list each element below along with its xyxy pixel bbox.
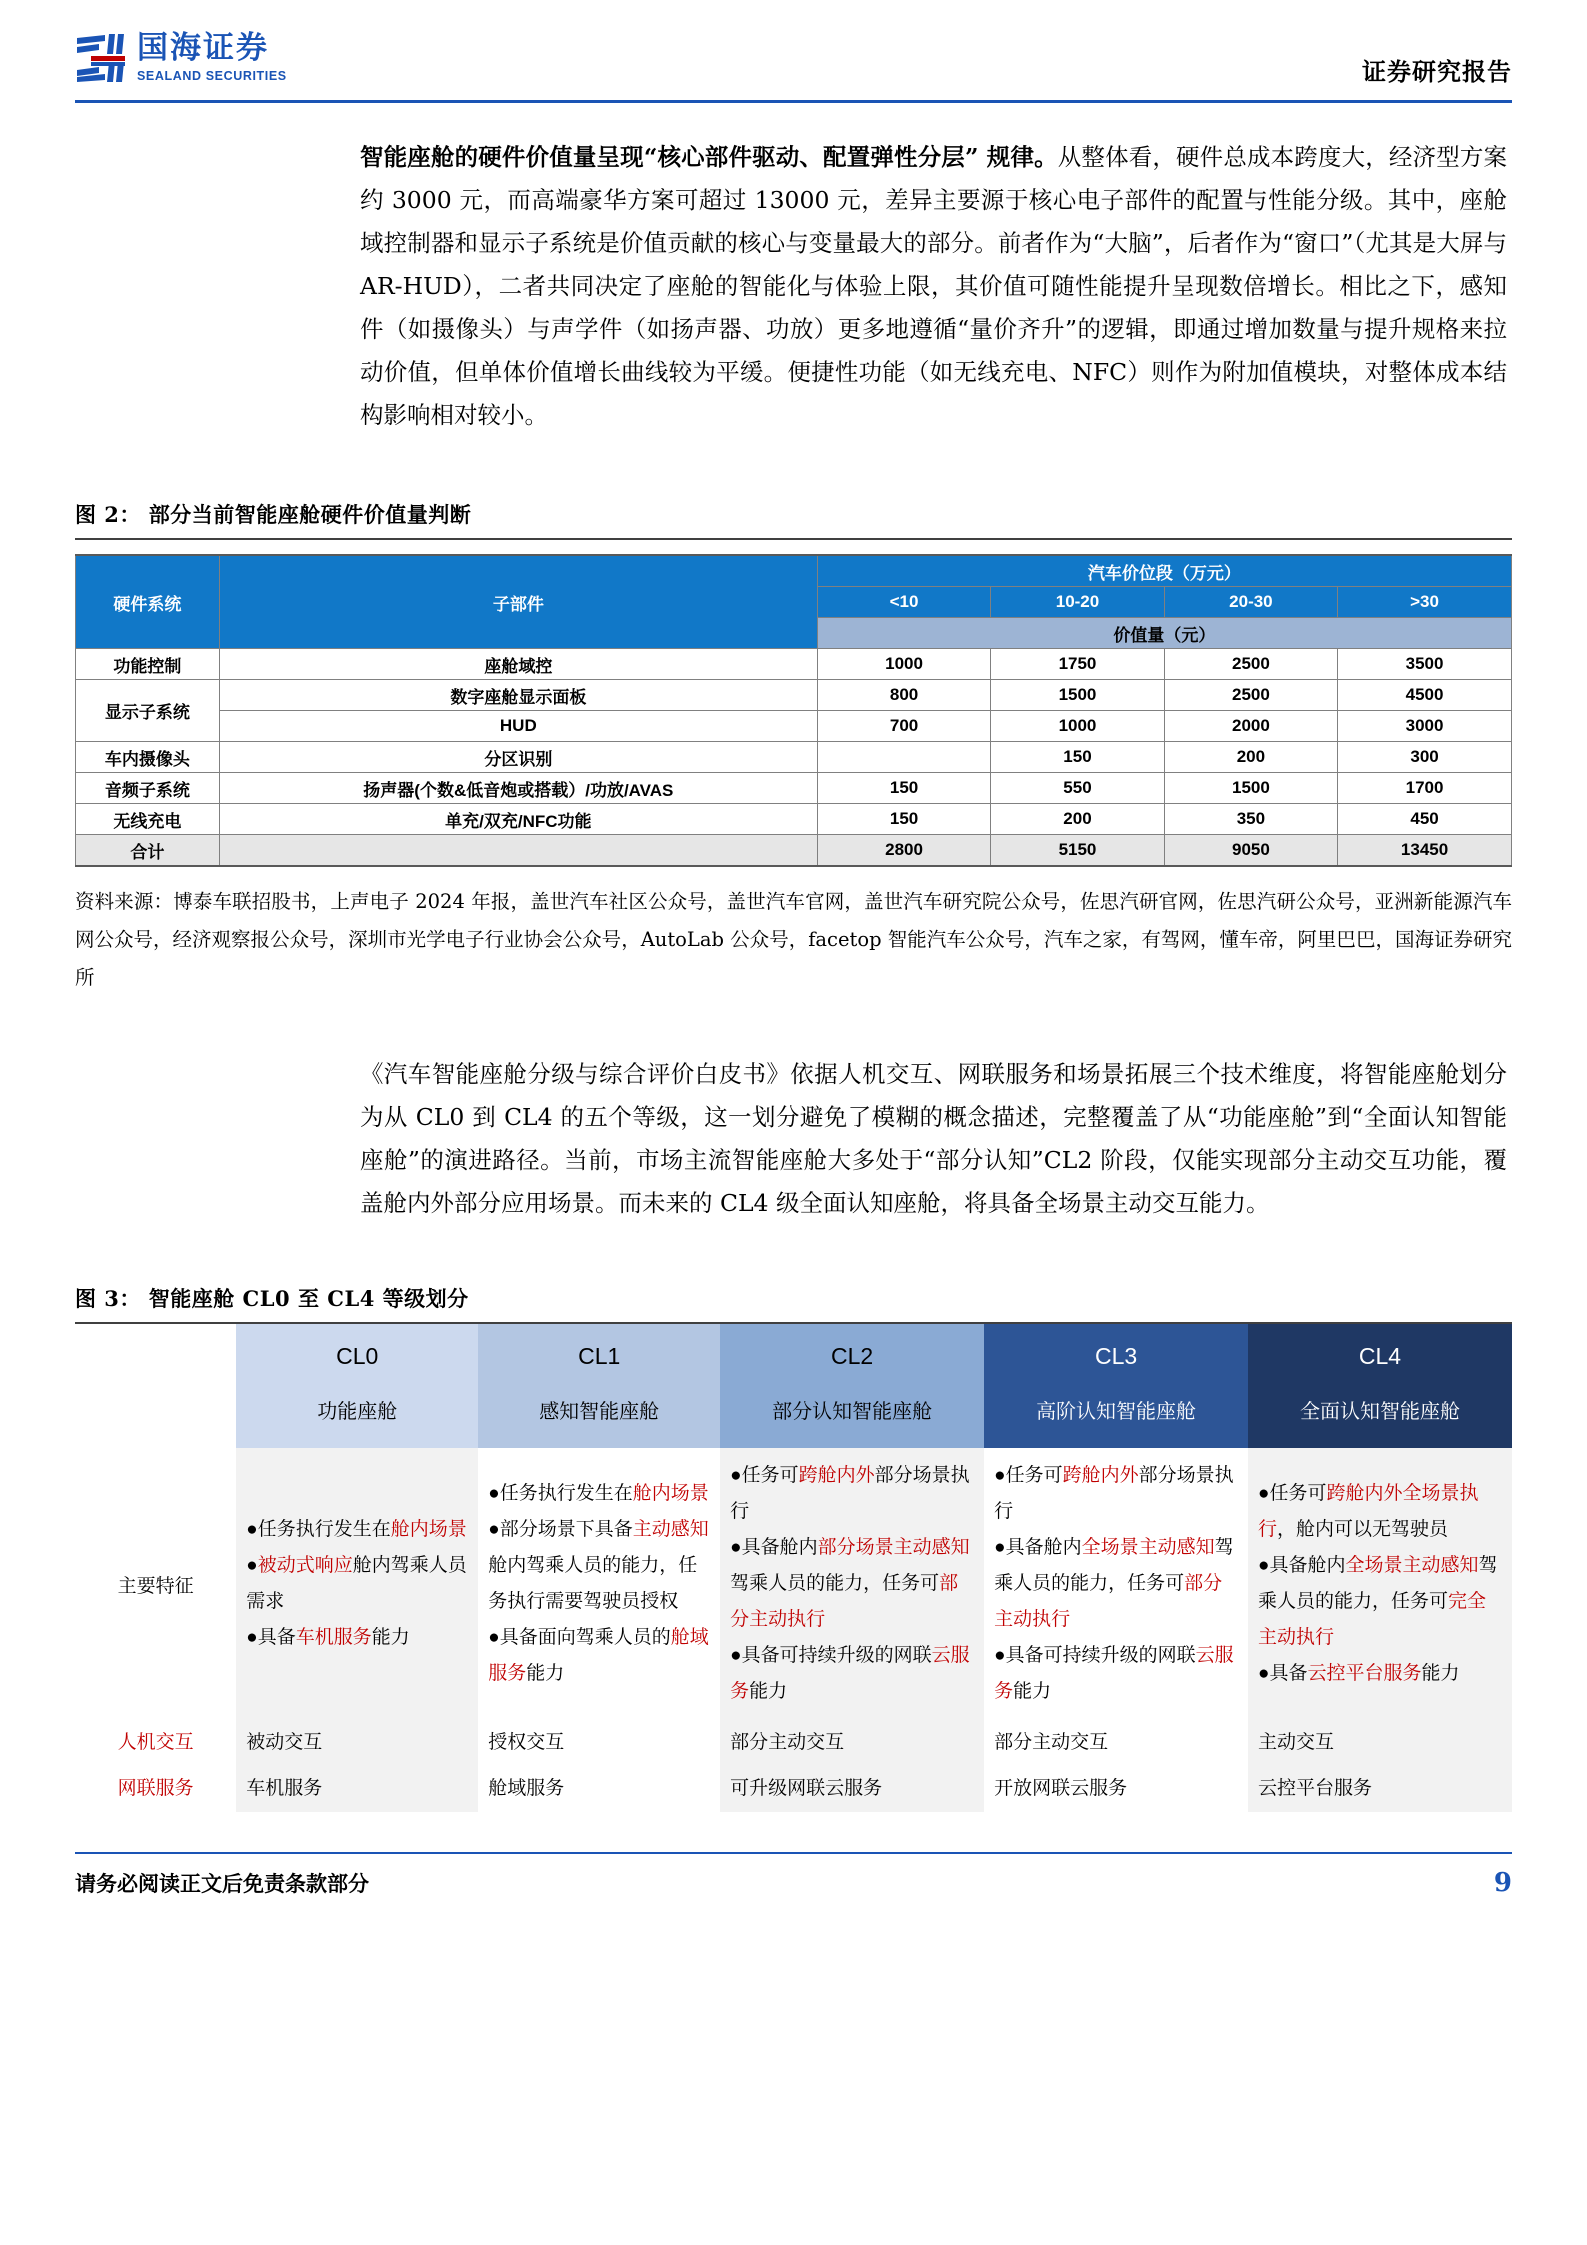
cell-subpart: 座舱域控 — [219, 649, 817, 680]
footer-divider — [75, 1852, 1512, 1854]
cl-name-4: 全面认知智能座舱 — [1300, 1401, 1461, 1423]
company-logo — [75, 32, 287, 83]
cell-value: 350 — [1164, 804, 1337, 835]
cl-hmi-cl0: 被动交互 — [236, 1720, 478, 1766]
cell-system: 无线充电 — [76, 804, 220, 835]
cl-hmi-cl2: 部分主动交互 — [720, 1720, 984, 1766]
cl-features-cl0: ●任务执行发生在舱内场景 ●被动式响应舱内驾乘人员需求 ●具备车机服务能力 — [236, 1448, 478, 1720]
cell-value: 550 — [991, 773, 1164, 804]
figure-2-source-note: 资料来源：博泰车联招股书，上声电子 2024 年报，盖世汽车社区公众号，盖世汽车官网，盖世汽车研究院公众号，佐思汽研官网，佐思汽研公众号，亚洲新能源汽车网公众号，经济观察报公众号，深圳市光学电子行业协会公众号，AutoLab 公众号，facetop 智能汽车公众号，汽车之家，有驾网，懂车帝，阿里巴巴，国海证券研究所 — [75, 890, 1512, 989]
cell-total-value: 9050 — [1164, 835, 1337, 867]
table-row — [76, 711, 1512, 742]
cell-system: 车内摄像头 — [76, 742, 220, 773]
cl-features-row — [75, 1448, 1512, 1720]
header-band-1: 10-20 — [991, 587, 1164, 618]
cl-name-3: 高阶认知智能座舱 — [1036, 1401, 1197, 1423]
cell-total-value: 13450 — [1338, 835, 1512, 867]
cl-header-spacer — [75, 1324, 236, 1448]
cell-value: 1000 — [817, 649, 990, 680]
cl-header-row — [75, 1324, 1512, 1448]
figure-3-table-body — [75, 1324, 1512, 1812]
paragraph-1-lead: 智能座舱的硬件价值量呈现“核心部件驱动、配置弹性分层” 规律。 — [360, 143, 1058, 171]
cell-value: 3000 — [1338, 711, 1512, 742]
sealand-logo-icon — [75, 32, 127, 82]
cell-value: 2500 — [1164, 649, 1337, 680]
table-row — [76, 773, 1512, 804]
cell-value: 4500 — [1338, 680, 1512, 711]
cl-features-cl3: ●任务可跨舱内外部分场景执行 ●具备舱内全场景主动感知驾乘人员的能力，任务可部分主动执行 ●具备可持续升级的网联云服务能力 — [984, 1448, 1248, 1720]
cl-network-cl3: 开放网联云服务 — [984, 1766, 1248, 1812]
cl-header-cl2 — [720, 1324, 984, 1448]
cl-network-cl2: 可升级网联云服务 — [720, 1766, 984, 1812]
cl-network-cl4: 云控平台服务 — [1248, 1766, 1512, 1812]
cl-hmi-cl1: 授权交互 — [478, 1720, 720, 1766]
cl-features-cl4: ●任务可跨舱内外全场景执行，舱内可以无驾驶员 ●具备舱内全场景主动感知驾乘人员的能力，任务可完全主动执行 ●具备云控平台服务能力 — [1248, 1448, 1512, 1720]
table-row — [76, 742, 1512, 773]
cell-total-subpart — [219, 835, 817, 867]
cell-value: 2500 — [1164, 680, 1337, 711]
cell-total-label: 合计 — [76, 835, 220, 867]
cl-network-cl0: 车机服务 — [236, 1766, 478, 1812]
cell-value: 150 — [817, 773, 990, 804]
cell-value: 1000 — [991, 711, 1164, 742]
cl-hmi-row — [75, 1720, 1512, 1766]
paragraph-hardware-value — [360, 136, 1507, 437]
cell-value: 1500 — [1164, 773, 1337, 804]
logo-text — [137, 32, 287, 83]
cell-value: 200 — [1164, 742, 1337, 773]
figure-2-table-body — [76, 649, 1512, 867]
figure-2-table-head — [76, 555, 1512, 649]
cell-value: 1700 — [1338, 773, 1512, 804]
cell-subpart: 分区识别 — [219, 742, 817, 773]
paragraph-cl-grading: 《汽车智能座舱分级与综合评价白皮书》依据人机交互、网联服务和场景拓展三个技术维度，将智能座舱划分为从 CL0 到 CL4 的五个等级，这一划分避免了模糊的概念描述，完整覆盖了从“功能座舱”到“全面认知智能座舱”的演进路径。当前，市场主流智能座舱大多处于“部分认知”CL2 阶段，仅能实现部分主动交互功能，覆盖舱内外部分应用场景。而未来的 CL4 级全面认知座舱，将具备全场景主动交互能力。 — [360, 1060, 1507, 1217]
cl-name-0: 功能座舱 — [317, 1401, 398, 1423]
cell-value: 1500 — [991, 680, 1164, 711]
cl-network-row — [75, 1766, 1512, 1812]
figure-3-table — [75, 1324, 1512, 1812]
header-divider — [75, 100, 1512, 103]
cl-row-label-network: 网联服务 — [75, 1766, 236, 1812]
cell-system: 音频子系统 — [76, 773, 220, 804]
cell-value: 450 — [1338, 804, 1512, 835]
logo-chinese-name: 国海证券 — [137, 30, 269, 65]
cell-subpart: 扬声器(个数&低音炮或搭载）/功放/AVAS — [219, 773, 817, 804]
header-value-unit: 价值量（元） — [817, 618, 1511, 649]
cl-hmi-cl3: 部分主动交互 — [984, 1720, 1248, 1766]
cell-value: 700 — [817, 711, 990, 742]
cell-total-value: 5150 — [991, 835, 1164, 867]
cell-total-value: 2800 — [817, 835, 990, 867]
logo-english-name: SEALAND SECURITIES — [137, 68, 287, 83]
header-band-0: <10 — [817, 587, 990, 618]
table-header-row-1 — [76, 555, 1512, 587]
cl-hmi-cl4: 主动交互 — [1248, 1720, 1512, 1766]
header-hardware-system: 硬件系统 — [76, 555, 220, 649]
cell-value: 150 — [817, 804, 990, 835]
cell-value: 300 — [1338, 742, 1512, 773]
cl-row-label-hmi: 人机交互 — [75, 1720, 236, 1766]
figure-2-table — [75, 554, 1512, 867]
cl-features-cl2: ●任务可跨舱内外部分场景执行 ●具备舱内部分场景主动感知驾乘人员的能力，任务可部分主动执行 ●具备可持续升级的网联云服务能力 — [720, 1448, 984, 1720]
cl-code-1: CL1 — [578, 1343, 621, 1369]
cell-subpart: 数字座舱显示面板 — [219, 680, 817, 711]
page-footer — [75, 1868, 1512, 1898]
table-row — [76, 804, 1512, 835]
cell-subpart: 单充/双充/NFC功能 — [219, 804, 817, 835]
cell-subpart: HUD — [219, 711, 817, 742]
header-band-3: >30 — [1338, 587, 1512, 618]
figure-2-caption-rule — [75, 538, 1512, 540]
cl-features-cl1: ●任务执行发生在舱内场景 ●部分场景下具备主动感知舱内驾乘人员的能力，任务执行需要驾驶员授权 ●具备面向驾乘人员的舱域服务能力 — [478, 1448, 720, 1720]
cell-value — [817, 742, 990, 773]
footer-page-number: 9 — [1493, 1868, 1512, 1898]
cl-header-cl4 — [1248, 1324, 1512, 1448]
cell-system: 显示子系统 — [76, 680, 220, 742]
cl-code-2: CL2 — [831, 1343, 874, 1369]
cl-name-2: 部分认知智能座舱 — [772, 1401, 933, 1423]
cell-value: 200 — [991, 804, 1164, 835]
header-subpart: 子部件 — [219, 555, 817, 649]
page-header — [75, 0, 1512, 108]
cell-value: 2000 — [1164, 711, 1337, 742]
cl-header-cl1 — [478, 1324, 720, 1448]
header-band-2: 20-30 — [1164, 587, 1337, 618]
report-type-label: 证券研究报告 — [1362, 57, 1512, 86]
cl-header-cl0 — [236, 1324, 478, 1448]
cell-system: 功能控制 — [76, 649, 220, 680]
cell-value: 3500 — [1338, 649, 1512, 680]
footer-disclaimer: 请务必阅读正文后免责条款部分 — [75, 1871, 369, 1896]
table-row — [76, 680, 1512, 711]
cl-row-label-features: 主要特征 — [75, 1448, 236, 1720]
paragraph-1-body: 从整体看，硬件总成本跨度大，经济型方案约 3000 元，而高端豪华方案可超过 13000 元，差异主要源于核心电子部件的配置与性能分级。其中，座舱域控制器和显示子系统是价值贡献的核心与变量最大的部分。前者作为“大脑”，后者作为“窗口”（尤其是大屏与 AR-HUD），二者共同决定了座舱的智能化与体验上限，其价值可随性能提升呈现数倍增长。相比之下，感知件（如摄像头）与声学件（如扬声器、功放）更多地遵循“量价齐升”的逻辑，即通过增加数量与提升规格来拉动价值，但单体价值增长曲线较为平缓。便捷性功能（如无线充电、NFC）则作为附加值模块，对整体成本结构影响相对较小。 — [360, 143, 1507, 429]
cell-value: 150 — [991, 742, 1164, 773]
table-row — [76, 649, 1512, 680]
figure-2-caption: 图 2： 部分当前智能座舱硬件价值量判断 — [75, 502, 472, 527]
cell-value: 1750 — [991, 649, 1164, 680]
cl-code-0: CL0 — [336, 1343, 379, 1369]
cell-value: 800 — [817, 680, 990, 711]
header-price-band-group: 汽车价位段（万元） — [817, 555, 1511, 587]
cl-header-cl3 — [984, 1324, 1248, 1448]
cl-code-3: CL3 — [1094, 1343, 1138, 1369]
cl-name-1: 感知智能座舱 — [539, 1401, 660, 1423]
cl-network-cl1: 舱域服务 — [478, 1766, 720, 1812]
cl-code-4: CL4 — [1358, 1343, 1402, 1369]
figure-3-caption: 图 3： 智能座舱 CL0 至 CL4 等级划分 — [75, 1286, 469, 1311]
table-row-total — [76, 835, 1512, 867]
